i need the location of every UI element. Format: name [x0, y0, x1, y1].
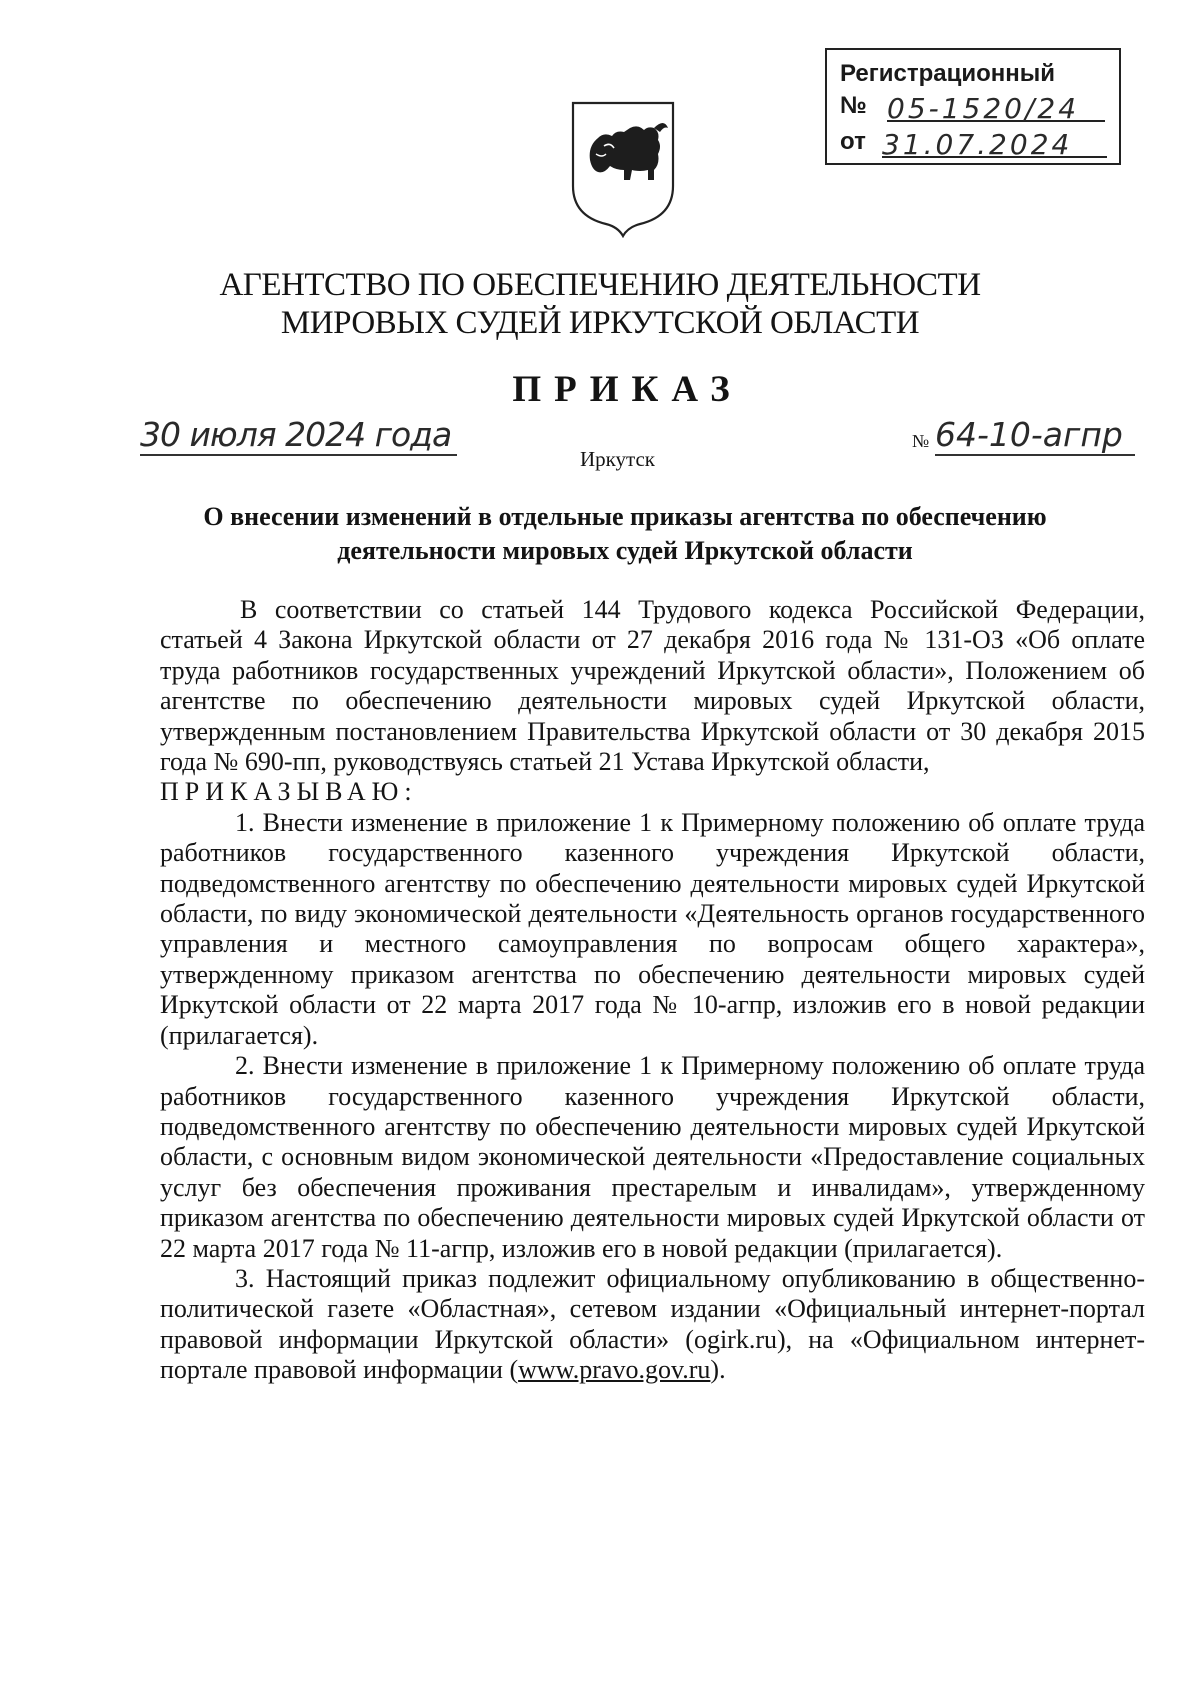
agency-name-line1: АГЕНТСТВО ПО ОБЕСПЕЧЕНИЮ ДЕЯТЕЛЬНОСТИ [219, 267, 981, 303]
order-body [160, 595, 1145, 1386]
order-subject-line1: О внесении изменений в отдельные приказы агентства по обеспечению [203, 502, 1047, 531]
registration-stamp [825, 48, 1121, 165]
order-item-3-text: 3. Настоящий приказ подлежит официальному опубликованию в общественно-политической газете «Областная», сетевом издании «Официальный интернет-портал правовой информации Иркутской области» (ogirk.ru), на «Официальном интернет-портале правовой информации ( [160, 1263, 1145, 1385]
coat-of-arms-icon [568, 98, 678, 238]
order-date: 30 июля 2024 года [140, 415, 457, 456]
city-name: Иркутск [579, 447, 656, 471]
agency-name-line2: МИРОВЫХ СУДЕЙ ИРКУТСКОЙ ОБЛАСТИ [280, 305, 920, 341]
registration-title: Регистрационный [840, 60, 1056, 87]
order-number-label: № [912, 431, 930, 451]
registration-number-value: 05-1520/24 [887, 92, 1105, 122]
registration-number-label: № [840, 92, 867, 119]
registration-date-label: от [840, 128, 866, 155]
document-type-title: ПРИКАЗ [512, 369, 743, 410]
registration-date-value: 31.07.2024 [882, 128, 1107, 158]
decree-word: ПРИКАЗЫВАЮ: [160, 777, 418, 807]
order-subject-line2: деятельности мировых судей Иркутской области [337, 536, 913, 565]
order-item-3 [160, 1264, 1145, 1386]
order-item-3-tail: ). [710, 1355, 726, 1385]
agency-name [0, 266, 1200, 342]
order-item-2: 2. Внести изменение в приложение 1 к Примерному положению об оплате труда работников государственного казенного учреждения Иркутской области, подведомственного агентству по обеспечению деятельности мировых судей Иркутской области, с основным видом экономической деятельности «Предоставление социальных услуг без обеспечения проживания престарелым и инвалидам», утвержденному приказом агентства по обеспечению деятельности мировых судей Иркутской области от 22 марта 2017 года № 11-агпр, изложив его в новой редакции (прилагается). [160, 1051, 1145, 1263]
pravo-gov-link[interactable]: www.pravo.gov.ru [518, 1355, 711, 1385]
preamble-paragraph: В соответствии со статьей 144 Трудового кодекса Российской Федерации, статьей 4 Закона Иркутской области от 27 декабря 2016 года № 131-ОЗ «Об оплате труда работников государственных учреждений Иркутской области», Положением об агентстве по обеспечению деятельности мировых судей Иркутской области, утвержденным постановлением Правительства Иркутской области от 30 декабря 2015 года № 690-пп, руководствуясь статьей 21 Устава Иркутской области, [160, 595, 1145, 777]
order-item-1: 1. Внести изменение в приложение 1 к Примерному положению об оплате труда работников государственного казенного учреждения Иркутской области, подведомственного агентству по обеспечению деятельности мировых судей Иркутской области, по виду экономической деятельности «Деятельность органов государственного управления и местного самоуправления по вопросам общего характера», утвержденному приказом агентства по обеспечению деятельности мировых судей Иркутской области от 22 марта 2017 года № 10-агпр, изложив его в новой редакции (прилагается). [160, 807, 1145, 1050]
order-subject [0, 500, 1200, 568]
order-number: 64-10-агпр [935, 415, 1135, 456]
